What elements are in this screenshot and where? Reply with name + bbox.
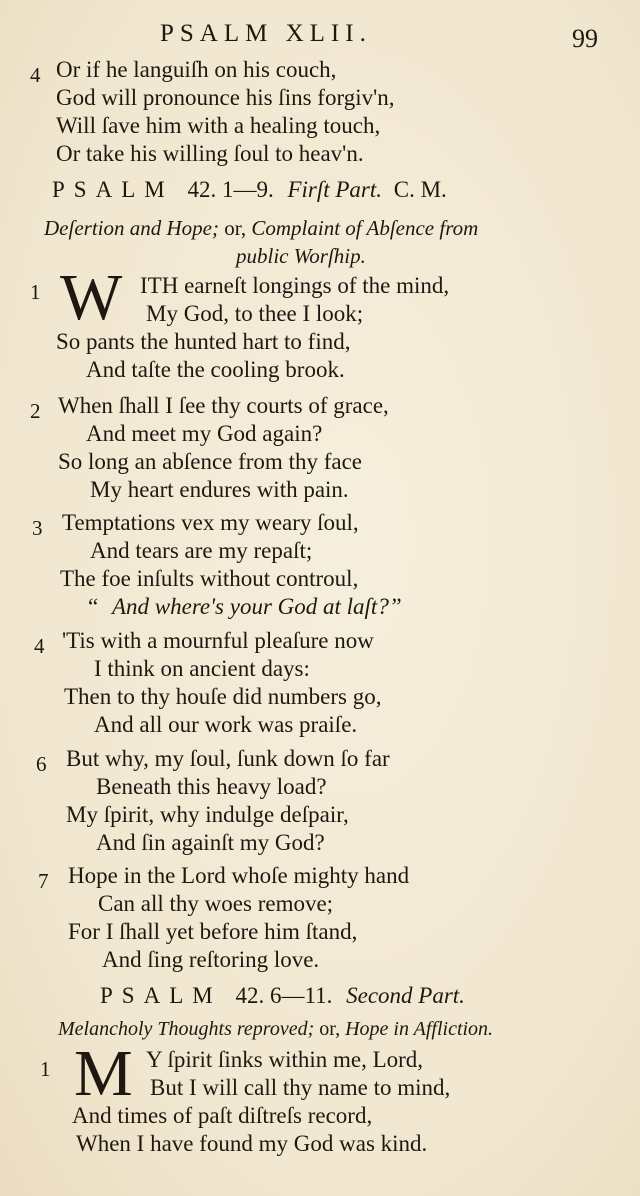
verse-number: 6 <box>36 752 47 776</box>
quoted-line: And where's your God at laſt?” <box>111 594 402 619</box>
section-subtitle: Deſertion and Hope; or, Complaint of Abſence from <box>44 216 479 240</box>
page-number: 99 <box>572 24 598 53</box>
verse-line: But why, my ſoul, ſunk down ſo far <box>66 746 390 771</box>
verse-number: 7 <box>38 869 49 893</box>
verse-line: Or take his willing ſoul to heav'n. <box>56 141 364 166</box>
verse-line: I think on ancient days: <box>94 656 310 681</box>
section-subtitle: Melancholy Thoughts reproved; or, Hope in Affliction. <box>58 1018 494 1040</box>
quote-mark: “ <box>88 594 99 619</box>
verse-line: So pants the hunted hart to find, <box>56 329 351 354</box>
verse-line: Will ſave him with a healing touch, <box>56 113 381 138</box>
psalm-range: 42. 6—11. <box>235 983 333 1008</box>
verse-line: So long an abſence from thy face <box>58 449 362 474</box>
verse-line: The foe inſults without controul, <box>60 566 359 591</box>
verse-line <box>88 593 402 621</box>
verse-line: Beneath this heavy load? <box>96 774 327 799</box>
psalm-label: PSALM <box>52 177 174 202</box>
part-label: Firſt Part. <box>287 177 383 202</box>
verse-line: My God, to thee I look; <box>146 301 364 326</box>
verse-number: 3 <box>32 516 43 540</box>
verse-line: And times of paſt diſtreſs record, <box>72 1103 373 1128</box>
section-title <box>100 982 465 1010</box>
verse-line: Or if he languiſh on his couch, <box>56 57 337 82</box>
verse-line: Hope in the Lord whoſe mighty hand <box>68 863 410 888</box>
verse-number: 1 <box>40 1057 51 1081</box>
verse-line: And tears are my repaſt; <box>90 538 313 563</box>
verse-number: 4 <box>30 63 41 87</box>
verse-line: When I have found my God was kind. <box>76 1131 428 1156</box>
verse-line: And meet my God again? <box>86 421 323 446</box>
verse-line: 'Tis with a mournful pleaſure now <box>62 628 374 653</box>
verse-line: And ſin againſt my God? <box>96 830 325 855</box>
verse-number: 1 <box>30 280 41 304</box>
verse-line: For I ſhall yet before him ſtand, <box>68 919 358 944</box>
verse-number: 2 <box>30 399 41 423</box>
meter-label: C. M. <box>393 177 447 202</box>
verse-line: My ſpirit, why indulge deſpair, <box>66 802 349 827</box>
verse-line: Temptations vex my weary ſoul, <box>62 510 359 535</box>
verse-line: ITH earneſt longings of the mind, <box>140 273 450 298</box>
verse-line: And taſte the cooling brook. <box>86 357 345 382</box>
verse-line: Y ſpirit ſinks within me, Lord, <box>146 1047 424 1072</box>
section-subtitle-cont: public Worſhip. <box>236 244 366 268</box>
verse-line: Then to thy houſe did numbers go, <box>64 684 382 709</box>
verse-line: Can all thy woes remove; <box>98 891 334 916</box>
psalm-range: 42. 1—9. <box>187 177 274 202</box>
drop-cap: M <box>74 1037 133 1110</box>
verse-line: God will pronounce his ſins forgiv'n, <box>56 85 395 110</box>
part-label: Second Part. <box>346 983 465 1008</box>
running-head: PSALM XLII. <box>160 20 372 47</box>
verse-line: And all our work was praiſe. <box>94 712 358 737</box>
verse-number: 4 <box>34 634 45 658</box>
psalm-label: PSALM <box>100 983 222 1008</box>
verse-line: And ſing reſtoring love. <box>102 947 320 972</box>
verse-line: But I will call thy name to mind, <box>150 1075 451 1100</box>
section-title <box>52 176 447 204</box>
verse-line: My heart endures with pain. <box>90 477 349 502</box>
drop-cap: W <box>60 261 123 334</box>
verse-line: When ſhall I ſee thy courts of grace, <box>58 393 389 418</box>
